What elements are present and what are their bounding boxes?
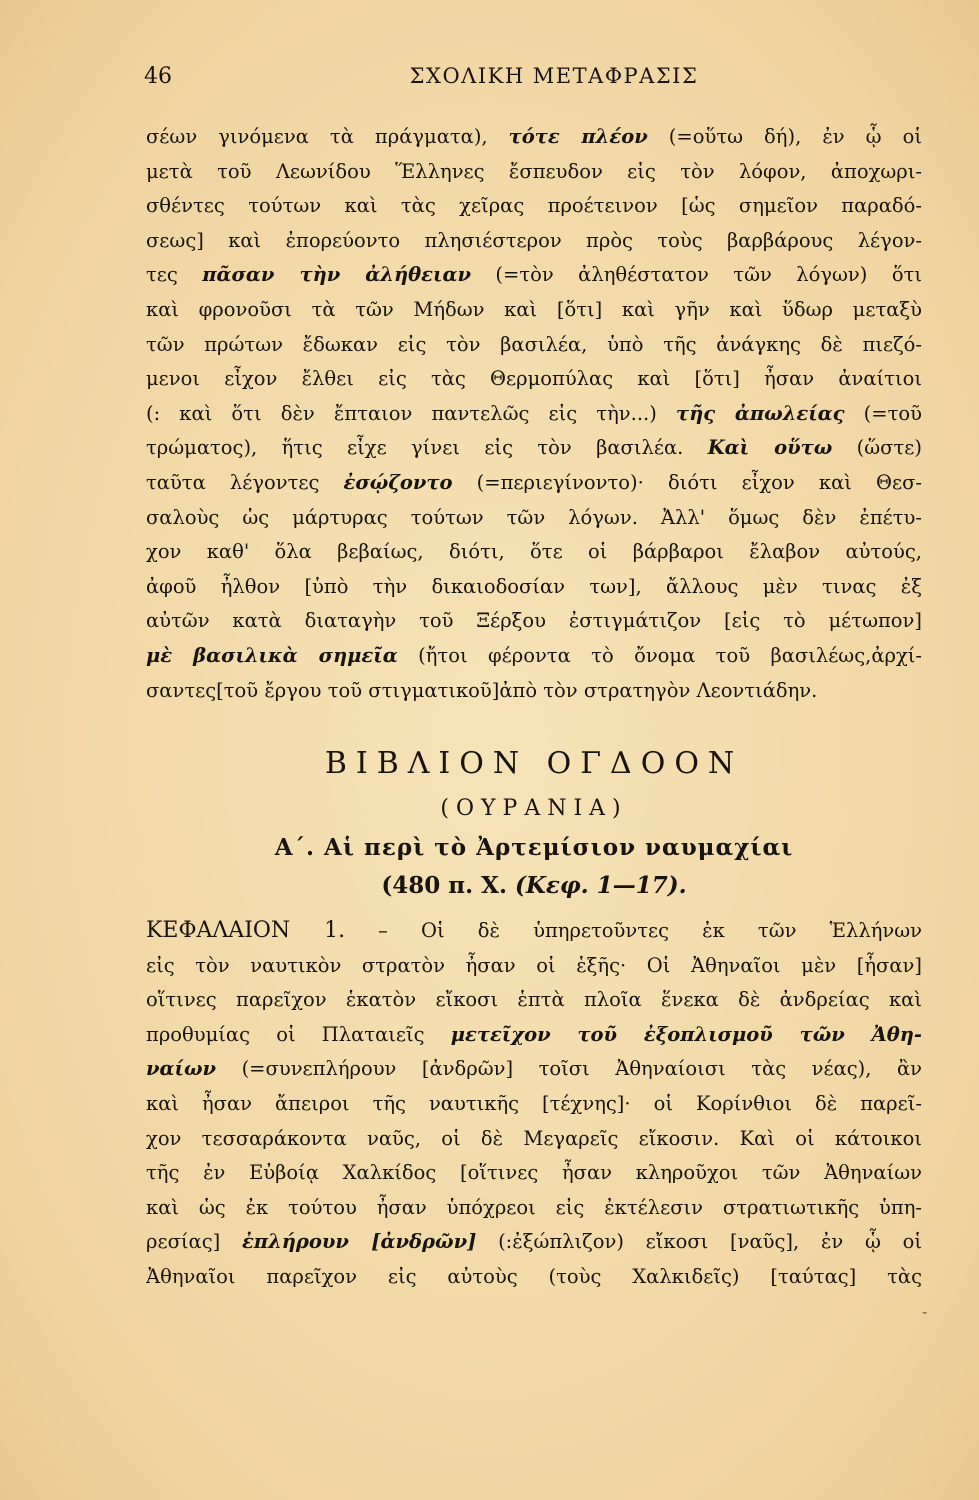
text-run: ρεσίας] [146, 1230, 242, 1254]
text-line [146, 983, 922, 1018]
section-date [146, 872, 922, 899]
text-run: (ὥστε) [832, 436, 922, 460]
text-run: μετὰ τοῦ Λεωνίδου Ἕλληνες ἔσπευδον εἰς τὸν λόφον, ἀποχωρι- [146, 159, 922, 183]
page-header [144, 64, 924, 98]
paragraph-2 [146, 914, 922, 1295]
text-line [146, 1156, 922, 1191]
text-line [146, 949, 922, 984]
section-title: Α΄. Αἱ περὶ τὸ Ἀρτεμίσιον ναυμαχίαι [274, 834, 794, 861]
page-number: 46 [144, 64, 172, 89]
text-line [146, 674, 922, 709]
text-run: σαντες[τοῦ ἔργου τοῦ στιγματικοῦ]ἀπὸ τὸν στρατηγὸν Λεοντιάδην. [146, 678, 818, 702]
text-line [146, 293, 922, 328]
book-subtitle: (ΟΥΡΑΝΙΑ) [440, 796, 628, 821]
text-line [146, 535, 922, 570]
text-line [146, 328, 922, 363]
text-run: σεως] καὶ ἐπορεύοντο πλησιέστερον πρὸς τοὺς βαρβάρους λέγον- [146, 228, 922, 252]
emphasized-phrase: Καὶ οὕτω [707, 436, 833, 460]
text-run: αὐτῶν κατὰ διαταγὴν τοῦ Ξέρξου ἐστιγμάτιζον [εἰς τὸ μέτωπον] [146, 609, 922, 633]
text-run: καὶ φρονοῦσι τὰ τῶν Μήδων καὶ [ὅτι] καὶ γῆν καὶ ὕδωρ μεταξὺ [146, 297, 922, 321]
text-run: τῶν πρώτων ἔδωκαν εἰς τὸν βασιλέα, ὑπὸ τῆς ἀνάγκης δὲ πιεζό- [146, 332, 922, 356]
text-run: Ἀθηναῖοι παρεῖχον εἰς αὐτοὺς (τοὺς Χαλκιδεῖς) [ταύτας] τὰς [146, 1264, 922, 1288]
text-line [146, 155, 922, 190]
text-line [146, 604, 922, 639]
text-run: (ἤτοι φέροντα τὸ ὄνομα τοῦ βασιλέως,ἀρχί- [397, 643, 922, 667]
section-year: (480 π. Χ. [381, 872, 507, 899]
text-line [146, 1191, 922, 1226]
text-run: ταῦτα λέγοντες [146, 470, 344, 494]
emphasized-phrase: τῆς ἀπωλείας [675, 401, 845, 425]
text-line [146, 1087, 922, 1122]
emphasized-phrase: μετεῖχον τοῦ ἐξοπλισμοῦ τῶν Ἀθη- [450, 1022, 922, 1046]
text-run: χον καθ' ὅλα βεβαίως, διότι, ὅτε οἱ βάρβαροι ἔλαβον αὐτούς, [146, 540, 922, 564]
text-run: εἰς τὸν ναυτικὸν στρατὸν ἦσαν οἱ ἑξῆς· Οἱ Ἀθηναῖοι μὲν [ἦσαν] [146, 953, 922, 977]
text-run: καὶ ὡς ἐκ τούτου ἦσαν ὑπόχρεοι εἰς ἐκτέλεσιν στρατιωτικῆς ὑπη- [146, 1195, 922, 1219]
text-run: (=τὸν ἀληθέστατον τῶν λόγων) ὅτι [471, 263, 922, 287]
text-run: χον τεσσαράκοντα ναῦς, οἱ δὲ Μεγαρεῖς εἴκοσιν. Καὶ οἱ κάτοικοι [146, 1126, 922, 1150]
text-line [146, 224, 922, 259]
emphasized-phrase: ναίων [146, 1057, 217, 1081]
emphasized-phrase: μὲ βασιλικὰ σημεῖα [146, 643, 398, 667]
text-line [146, 258, 922, 293]
text-line [146, 914, 922, 949]
emphasized-phrase: τότε πλέον [508, 125, 648, 148]
text-line [146, 466, 922, 501]
running-title: ΣΧΟΛΙΚΗ ΜΕΤΑΦΡΑΣΙΣ [409, 64, 699, 88]
text-run: – Οἱ δὲ ὑπηρετοῦντες ἐκ τῶν Ἑλλήνων [345, 919, 922, 942]
text-run: (=τοῦ [844, 401, 922, 425]
text-line [146, 1260, 922, 1295]
text-run: τῆς ἐν Εὐβοίᾳ Χαλκίδος [οἵτινες ἦσαν κληροῦχοι τῶν Ἀθηναίων [146, 1161, 922, 1185]
text-run: σαλοὺς ὡς μάρτυρας τούτων τῶν λόγων. Ἀλλ' ὅμως δὲν ἐπέτυ- [146, 505, 922, 529]
section-chapter-ref: (Κεφ. 1—17). [515, 872, 687, 899]
text-line [146, 1052, 922, 1087]
text-line [146, 1225, 922, 1260]
text-run: (=περιεγίνοντο)· διότι εἶχον καὶ Θεσ- [452, 470, 922, 494]
text-line [146, 189, 922, 224]
book-title: ΒΙΒΛΙΟΝ ΟΓΔΟΟΝ [324, 746, 744, 781]
text-run: καὶ ἦσαν ἄπειροι τῆς ναυτικῆς [τέχνης]· οἱ Κορίνθιοι δὲ παρεῖ- [146, 1091, 922, 1115]
emphasized-phrase: πᾶσαν τὴν ἀλήθειαν [202, 263, 471, 287]
text-line [146, 431, 922, 466]
text-line [146, 639, 922, 674]
text-run: προθυμίας οἱ Πλαταιεῖς [146, 1022, 451, 1046]
text-run: οἵτινες παρεῖχον ἑκατὸν εἴκοσι ἑπτὰ πλοῖα ἕνεκα δὲ ἀνδρείας καὶ [146, 988, 922, 1012]
text-line [146, 1018, 922, 1053]
text-run: (=συνεπλήρουν [ἀνδρῶν] τοῖσι Ἀθηναίοισι τὰς νέας), ἂν [216, 1057, 922, 1081]
text-run: (: καὶ ὅτι δὲν ἔπταιον παντελῶς εἰς τὴν...) [146, 401, 676, 425]
paragraph-1 [146, 120, 922, 708]
text-run: (:ἐξώπλιζον) εἴκοσι [ναῦς], ἐν ᾧ οἱ [476, 1230, 922, 1254]
text-run: ἀφοῦ ἦλθον [ὑπὸ τὴν δικαιοδοσίαν των], ἄλλους μὲν τινας ἐξ [146, 574, 922, 598]
text-line [146, 120, 922, 155]
chapter-label: ΚΕΦΑΛΑΙΟΝ 1. [146, 918, 346, 943]
text-run: σθέντες τούτων καὶ τὰς χεῖρας προέτεινον [ὡς σημεῖον παραδό- [146, 194, 922, 218]
text-run: (=οὕτω δή), ἐν ᾧ οἱ [647, 125, 922, 148]
text-run: τρώματος), ἥτις εἶχε γίνει εἰς τὸν βασιλέα. [146, 436, 708, 460]
emphasized-phrase: ἐσῴζοντο [343, 470, 453, 494]
text-run: μενοι εἶχον ἔλθει εἰς τὰς Θερμοπύλας καὶ [ὅτι] ἦσαν ἀναίτιοι [146, 367, 922, 391]
text-line [146, 362, 922, 397]
text-run: σέων γινόμενα τὰ πράγματα), [146, 125, 509, 148]
text-line [146, 397, 922, 432]
text-line [146, 1122, 922, 1157]
text-run: τες [146, 263, 203, 287]
emphasized-phrase: ἐπλήρουν [ἀνδρῶν] [241, 1230, 477, 1254]
margin-mark: - [922, 1302, 928, 1321]
text-line [146, 570, 922, 605]
text-line [146, 501, 922, 536]
